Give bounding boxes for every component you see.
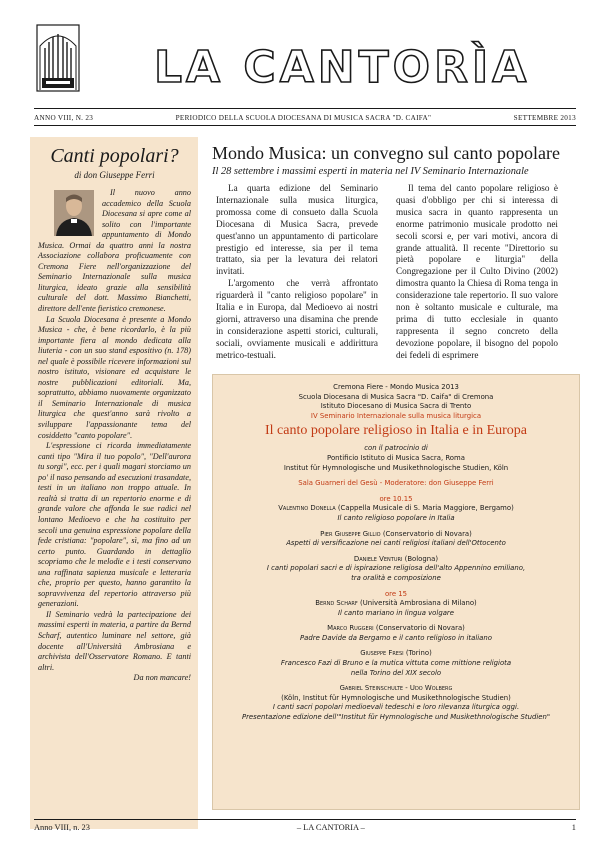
speaker-affiliation: (Conservatorio di Novara)	[375, 624, 465, 633]
program-talk-speaker	[213, 530, 579, 540]
periodical-name: PERIODICO DELLA SCUOLA DIOCESANA DI MUSICA SACRA "D. CAIFA"	[175, 114, 432, 122]
program-talk-topic: I canti popolari sacri e di ispirazione religiosa dell'alto Appennino emiliano,	[266, 564, 526, 573]
sidebar-body	[38, 188, 191, 684]
speaker-name: Giuseppe Fresi	[360, 649, 404, 658]
program-patron: Institut für Hymnologische und Musikethnologische Studien, Köln	[283, 463, 509, 472]
program-patronage-label: con il patrocinio di	[364, 444, 428, 453]
program-talk-topic: Il canto religioso popolare in Italia	[337, 513, 455, 522]
program-morning-time: ore 10.15	[379, 494, 413, 503]
page-footer	[34, 819, 576, 832]
sidebar-paragraph: L'espressione ci ricorda immediatamente canti tipo "Mira il tuo popolo", "Dell'aurora tu sorgi", ecc. per i quali magari storciamo un po' il naso pensando ad esecuzioni trasandate, testi in un italiano non troppo attuale. In realtà si tratta di un repertorio enorme e di grande valore che affonda le sue radici nel lontano Medioevo e che ha costituito per secoli una genuina espressione popolare della fede cristiana: "popolare", sì, ma fino ad un certo punto. Guardando in dettaglio scopriamo che le melodie e i testi conservano una raffinata sapienza musicale e letteraria che, proprio per questo, hanno garantito la sopravvivenza del repertorio attraverso più generazioni.	[38, 441, 191, 609]
speaker-name: Bernd Scharf	[315, 599, 358, 608]
speaker-name: Pier Giuseppe Gillio	[320, 529, 381, 538]
speaker-affiliation: (Bologna)	[404, 554, 439, 563]
seminar-program-box	[212, 374, 580, 810]
program-patron: Pontificio Istituto di Musica Sacra, Roma	[327, 453, 465, 462]
masthead-infobar	[34, 114, 576, 122]
masthead-rule-bottom	[34, 125, 576, 126]
speaker-name: Daniele Venturi	[353, 554, 403, 563]
speaker-name: Valentino Donella	[278, 504, 336, 513]
masthead-title: LA CANTORÌA	[154, 42, 531, 93]
sidebar-author: di don Giuseppe Ferri	[74, 170, 155, 180]
organ-logo	[36, 24, 80, 92]
issue-date: SETTEMBRE 2013	[513, 114, 576, 122]
program-afternoon-time: ore 15	[384, 589, 408, 598]
speaker-affiliation: (Köln, Institut für Hymnologische und Musikethnologische Studien)	[281, 693, 511, 702]
article-column-2	[396, 183, 558, 362]
speaker-name: Marco Ruggeri	[327, 624, 374, 633]
program-talk-topic: nella Torino del XIX secolo	[350, 668, 442, 677]
sidebar-paragraph: Il Seminario vedrà la partecipazione dei massimi esperti in materia, a partire da Bernd Scharf, autentico luminare nel settore, già docente all'Università Ambrosiana e archivista dell'Osservatore Romano. E tanti altri.	[38, 609, 191, 672]
footer-title: – LA CANTORIA –	[296, 823, 365, 832]
article-column-1	[216, 183, 378, 362]
program-talk-topic: tra oralità e composizione	[351, 573, 441, 582]
program-talk-speaker	[213, 649, 579, 659]
sidebar-paragraph: La Scuola Diocesana è presente a Mondo Musica - che, è bene ricordarlo, è la più importante fiera al mondo dedicata alla liuteria - con un suo stand espositivo (n. 178) nel quale è possibile ricevere informazioni sul nostro istituto, visionare ed acquistare le nostre pubblicazioni editoriali. Ma, soprattutto, abbiamo nuovamente organizzato il Seminario Internazionale di musica liturgica che quest'anno sarà rivolto a sviluppare l'appassionante tema del cosiddetto "canto popolare".	[38, 314, 191, 440]
program-talk-topic: Padre Davide da Bergamo e il canto religioso in italiano	[300, 633, 492, 642]
issue-number: ANNO VIII, N. 23	[34, 114, 94, 122]
program-talk-topic: I canti sacri popolari medioevali tedeschi e loro rilevanza liturgica oggi.	[272, 703, 520, 712]
program-header-line: Istituto Diocesano di Musica Sacra di Trento	[320, 402, 472, 411]
program-talk-topic: Il canto mariano in lingua volgare	[337, 608, 454, 617]
speaker-affiliation: (Cappella Musicale di S. Maria Maggiore, Bergamo)	[337, 504, 514, 513]
program-talk-topic: Francesco Fazi di Bruno e la mutica vittuta come mittione religiota	[280, 659, 512, 668]
sidebar-closing: Da non mancare!	[133, 673, 191, 683]
masthead-rule-top	[34, 108, 576, 109]
program-venue: Sala Guarneri del Gesù - Moderatore: don Giuseppe Ferri	[298, 479, 494, 488]
program-header-line: Scuola Diocesana di Musica Sacra "D. Caifa" di Cremona	[298, 392, 494, 401]
footer-issue: Anno VIII, n. 23	[34, 823, 90, 832]
page-number: 1	[571, 823, 576, 832]
masthead	[34, 20, 574, 104]
program-talk-speaker	[213, 504, 579, 514]
author-photo	[54, 190, 94, 236]
program-talk-topic: Aspetti di versificazione nei canti religiosi italiani dell'Ottocento	[286, 539, 506, 548]
program-seminar: IV Seminario Internazionale sulla musica liturgica	[310, 411, 482, 420]
program-header-line: Cremona Fiere - Mondo Musica 2013	[333, 383, 459, 391]
program-talk-speaker	[213, 599, 579, 609]
speaker-affiliation: (Università Ambrosiana di Milano)	[360, 599, 477, 608]
program-main-title: Il canto popolare religioso in Italia e in Europa	[264, 423, 528, 439]
program-talk-speaker	[213, 624, 579, 634]
sidebar-editorial	[30, 137, 198, 829]
program-talk-topic: Presentazione edizione dell'"Institut für Hymnologische und Musikethnologische Studien"	[241, 713, 551, 722]
sidebar-title: Canti popolari?	[50, 145, 179, 167]
program-talk-speaker	[213, 555, 579, 565]
program-talk-speaker	[213, 684, 579, 694]
article-paragraph: Il tema del canto popolare religioso è quasi d'obbligo per chi si interessa di musica sacra in quanto rappresenta un enorme patrimonio musicale prodotto nei secoli scorsi e, per vari motivi, ancora di grande attualità. Il recente "Direttorio su pietà popolare e liturgia" della Congregazione per il Culto Divino (2002) dimostra quanto la Chiesa di Roma tenga in considerazione tale repertorio. Il suo valore non è soltanto musicale e culturale, ma prima di tutto ecclesiale in quanto rappresenta il segno concreto della devozione popolare, il bisogno del popolo dei fedeli di esprimere	[396, 183, 558, 360]
article-subtitle: Il 28 settembre i massimi esperti in materia nel IV Seminario Internazionale	[212, 166, 529, 177]
speaker-name: Gabriel Steinschulte - Udo Wolberg	[339, 684, 453, 693]
speaker-affiliation: (Conservatorio di Novara)	[382, 529, 472, 538]
sidebar-paragraph: Il nuovo anno accademico della Scuola Diocesana si apre come al solito con l'importante appuntamento di Mondo Musica. Ormai da quattro anni la nostra Associazione collabora proficuamente con Cremona Fiere nell'organizzazione del Seminario Internazionale sulla musica liturgica, ideato grazie alla sensibilità culturale del dott. Massimo Bianchetti, direttore dell'ente fieristico cremonese.	[38, 188, 191, 314]
article-paragraph: L'argomento che verrà affrontato riguarderà il "canto religioso popolare" in Italia e in Europa, dal Medioevo ai nostri giorni, attraverso una disamina che prende in considerazione aspetti storici, culturali, sociali, ovviamente musicali e addirittura metrico-testuali.	[216, 278, 378, 360]
speaker-affiliation: (Torino)	[405, 649, 432, 658]
article-paragraph: La quarta edizione del Seminario Internazionale sulla musica liturgica, promossa come di consueto dalla Scuola Diocesana di Musica Sacra, prevede quest'anno un appuntamento di particolare prestigio ed interesse, sia per il tema trattato, sia per la levatura dei relatori invitati.	[216, 183, 378, 277]
article-title: Mondo Musica: un convegno sul canto popolare	[212, 143, 560, 163]
